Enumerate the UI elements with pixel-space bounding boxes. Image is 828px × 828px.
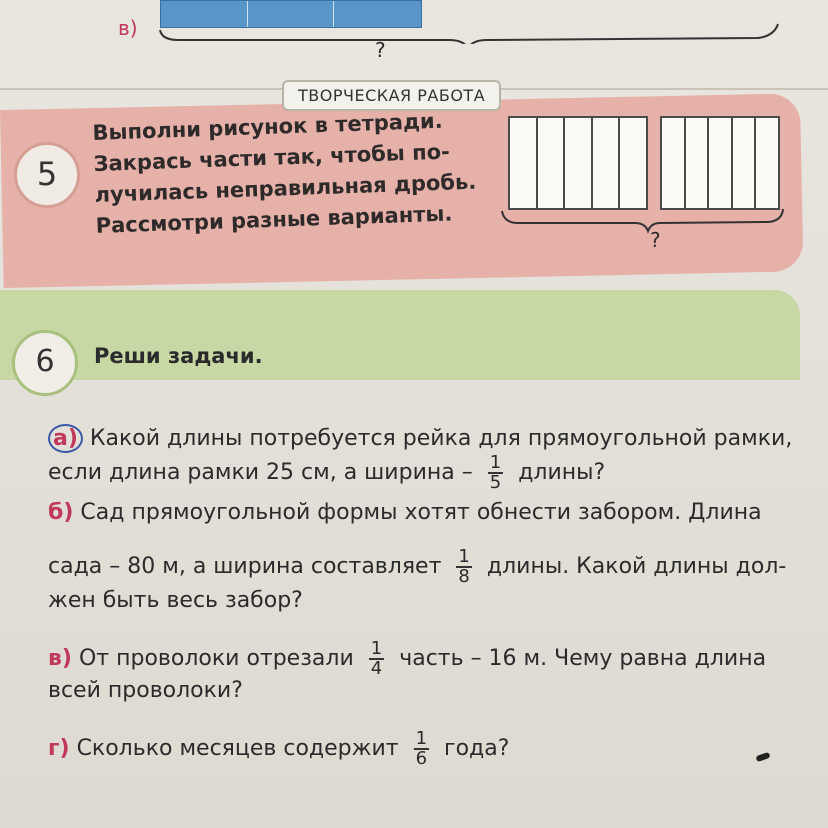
problem-v-text: От проволоки отрезали [78, 646, 354, 671]
fraction-grid-right [660, 116, 780, 210]
task5-question-mark: ? [650, 228, 661, 252]
top-brace [158, 0, 780, 44]
problem-a-label: а) [48, 424, 83, 453]
problem-b-line1 [48, 500, 762, 525]
problem-g-text: Сколько месяцев содержит [76, 736, 399, 761]
task6-title: Реши задачи. [94, 344, 263, 368]
problem-a-text: Какой длины потребуется рейка для прямоугольной рамки, [89, 426, 793, 451]
problem-v-line2: всей проволоки? [48, 678, 243, 703]
problem-v-label: в) [48, 646, 72, 671]
problem-g-text: года? [444, 736, 510, 761]
problem-g-label: г) [48, 736, 70, 761]
problem-g-line1 [48, 730, 509, 768]
problem-a-text: если длина рамки 25 см, а ширина – [48, 460, 473, 485]
problem-a-line1 [48, 424, 792, 453]
problem-b-text: сада – 80 м, а ширина составляет [48, 554, 442, 579]
top-question-mark: ? [375, 38, 386, 62]
problem-b-text: длины. Какой длины дол- [486, 554, 787, 579]
task5-line: лучилась неправильная дробь. [94, 169, 477, 207]
problem-b-line3: жен быть весь забор? [48, 588, 303, 613]
problem-b-line2 [48, 548, 786, 586]
fraction-grid-left [508, 116, 648, 210]
task5-text [92, 104, 506, 242]
top-item-label: в) [118, 16, 138, 40]
task5-brace [500, 205, 785, 235]
problem-v-line1 [48, 640, 766, 678]
problem-b-text: Сад прямоугольной формы хотят обнести забором. Длина [80, 500, 762, 525]
problem-a-line2 [48, 454, 605, 492]
task6-number: 6 [12, 330, 78, 396]
creative-work-tag: ТВОРЧЕСКАЯ РАБОТА [282, 80, 501, 111]
fraction-1-5: $\frac{1}{5}$ [489, 452, 502, 493]
pen-mark [755, 752, 770, 762]
problem-b-label: б) [48, 500, 74, 525]
fraction-1-8: $\frac{1}{8}$ [458, 546, 470, 587]
task5-line: Закрась части так, чтобы по- [93, 139, 451, 176]
problem-v-text: часть – 16 м. Чему равна длина [399, 646, 767, 671]
fraction-1-6: $\frac{1}{6}$ [415, 728, 428, 769]
fraction-1-4: $\frac{1}{4}$ [370, 638, 383, 679]
task5-line: Выполни рисунок в тетради. [92, 108, 444, 145]
problem-a-text: длины? [518, 460, 606, 485]
task5-line: Рассмотри разные варианты. [95, 201, 453, 238]
task5-number: 5 [14, 142, 80, 208]
